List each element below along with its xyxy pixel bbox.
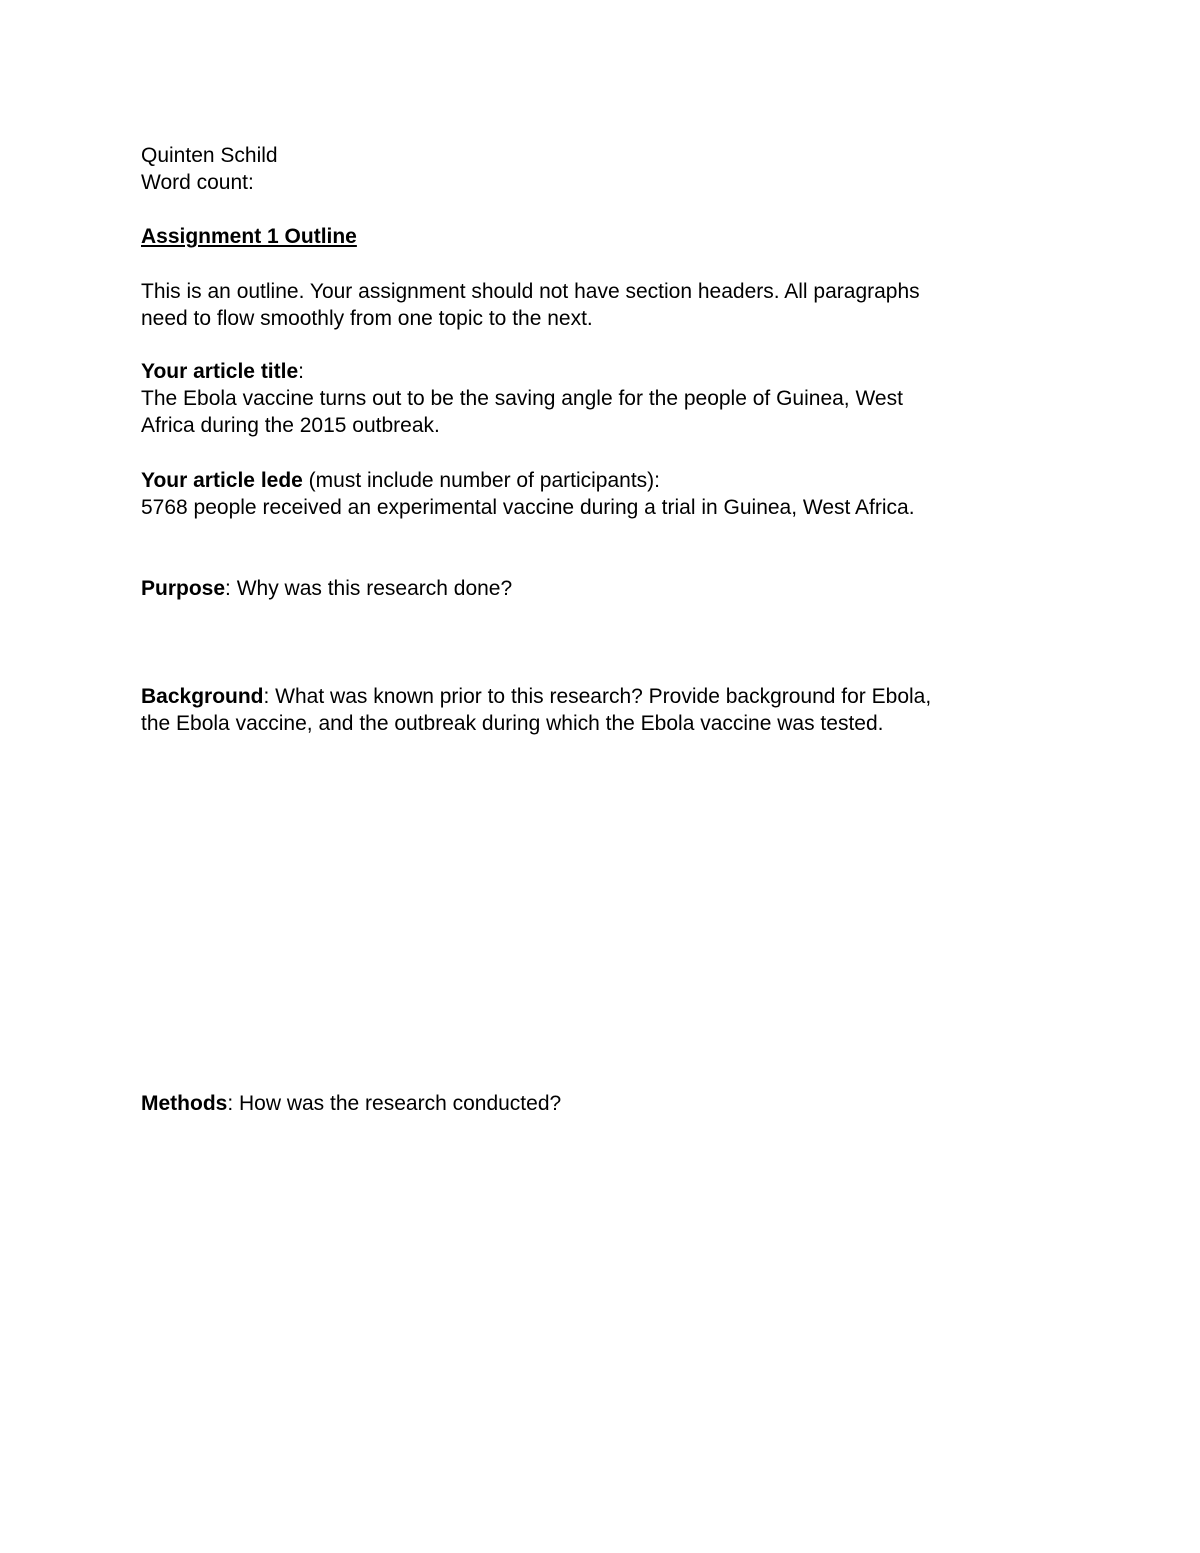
article-title-text: Africa during the 2015 outbreak. — [141, 414, 440, 437]
article-lede-heading — [141, 467, 1041, 494]
methods-line — [141, 1090, 1041, 1117]
purpose-label: Purpose — [141, 577, 226, 600]
background-text: : What was known prior to this research? Provide background for Ebola, — [263, 685, 932, 708]
intro-line: This is an outline. Your assignment should not have section headers. All paragraphs — [141, 280, 920, 303]
background-section — [141, 683, 1041, 737]
methods-section — [141, 1090, 1041, 1117]
purpose-line — [141, 575, 1041, 602]
article-title-suffix: : — [298, 360, 304, 383]
article-title-heading — [141, 358, 1041, 385]
word-count-label: Word count: — [141, 171, 254, 194]
background-line — [141, 683, 1041, 710]
article-title-section — [141, 358, 1041, 439]
methods-text: : How was the research conducted? — [227, 1092, 562, 1115]
author-name: Quinten Schild — [141, 144, 278, 167]
header-block — [141, 142, 1041, 196]
article-lede-text: 5768 people received an experimental vaccine during a trial in Guinea, West Africa. — [141, 496, 915, 519]
title-block — [141, 223, 1041, 250]
purpose-section — [141, 575, 1041, 602]
article-title-label: Your article title — [141, 360, 299, 383]
article-lede-suffix: (must include number of participants): — [302, 469, 660, 492]
intro-paragraph — [141, 278, 1041, 332]
intro-line: need to flow smoothly from one topic to the next. — [141, 307, 593, 330]
purpose-text: : Why was this research done? — [225, 577, 513, 600]
article-lede-section — [141, 467, 1041, 521]
background-text: the Ebola vaccine, and the outbreak during which the Ebola vaccine was tested. — [141, 712, 884, 735]
background-label: Background — [141, 685, 264, 708]
article-lede-label: Your article lede — [141, 469, 303, 492]
page-title: Assignment 1 Outline — [141, 225, 357, 248]
article-title-text: The Ebola vaccine turns out to be the saving angle for the people of Guinea, West — [141, 387, 903, 410]
methods-label: Methods — [141, 1092, 228, 1115]
